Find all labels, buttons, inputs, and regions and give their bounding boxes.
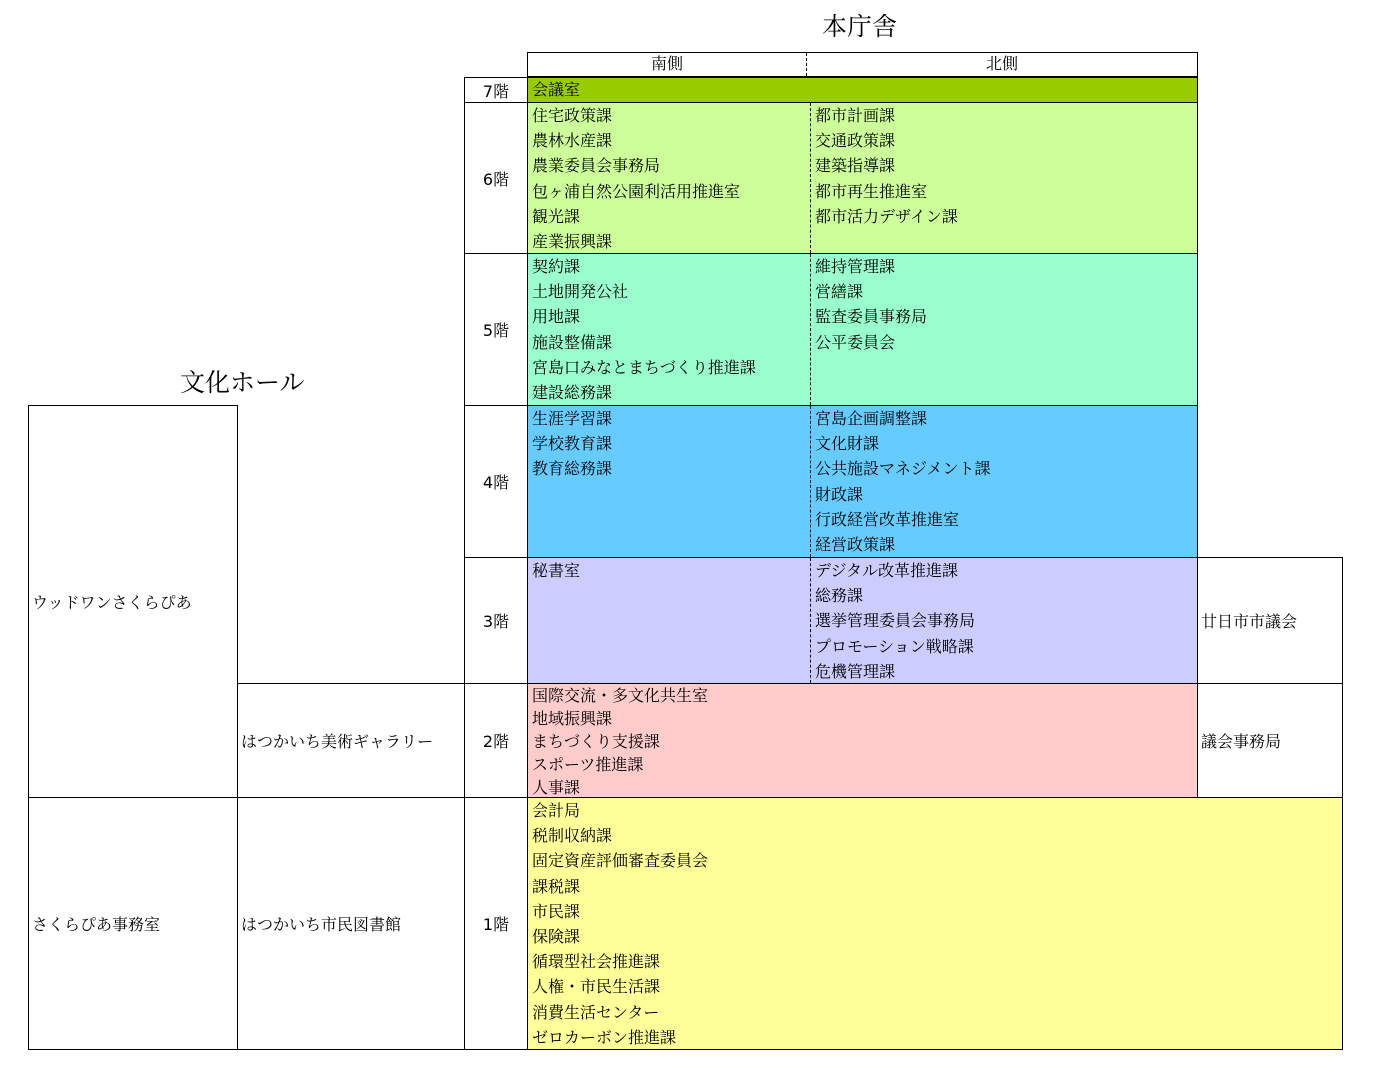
room: 教育総務課 xyxy=(532,459,613,479)
room: 農業委員会事務局 xyxy=(532,156,661,176)
south-header: 南側 xyxy=(528,53,807,76)
woodone-sakurapia-box xyxy=(28,405,238,798)
room: 行政経営改革推進室 xyxy=(815,509,960,529)
room: 産業振興課 xyxy=(532,231,613,251)
culture-hall-upper-right xyxy=(237,405,238,684)
floor-4-north xyxy=(811,406,1197,557)
culture-hall-title: 文化ホール xyxy=(180,368,305,397)
room: 建築指導課 xyxy=(815,156,896,176)
room: 税制収納課 xyxy=(532,826,613,846)
room: デジタル改革推進課 xyxy=(815,561,959,580)
room: まちづくり支援課 xyxy=(532,732,660,751)
floor-2-zone xyxy=(527,683,1198,798)
room: 地域振興課 xyxy=(532,709,613,728)
floor-label-7: 7階 xyxy=(464,77,528,103)
room: 宮島企画調整課 xyxy=(815,409,928,428)
room: 施設整備課 xyxy=(532,332,613,352)
floor-6-north xyxy=(811,103,1197,253)
floor-label-3: 3階 xyxy=(464,557,528,684)
room: 秘書室 xyxy=(532,561,581,580)
room: 選挙管理委員会事務局 xyxy=(815,611,976,631)
room: 消費生活センター xyxy=(532,1002,660,1022)
floor-7-rooms xyxy=(532,78,1197,103)
room: 固定資産評価審査委員会 xyxy=(532,851,709,871)
room: 財政課 xyxy=(815,484,864,504)
room: 交通政策課 xyxy=(815,131,896,151)
room: 維持管理課 xyxy=(815,257,896,276)
room: 保険課 xyxy=(532,926,581,946)
room: 会議室 xyxy=(532,80,581,99)
floor-3-south xyxy=(528,558,811,683)
floor-1-zone xyxy=(527,797,1343,1050)
room: 課税課 xyxy=(532,876,581,896)
room: 文化財課 xyxy=(815,434,880,454)
room: 観光課 xyxy=(532,206,581,226)
main-building-title: 本庁舎 xyxy=(822,12,898,41)
floor-5-zone xyxy=(527,253,1198,406)
floor-4-zone xyxy=(527,405,1198,558)
room: 監査委員事務局 xyxy=(815,307,928,327)
room: 用地課 xyxy=(532,307,581,327)
room: 都市活力デザイン課 xyxy=(815,206,958,226)
room: 学校教育課 xyxy=(532,434,613,454)
room: 契約課 xyxy=(532,257,581,276)
room: 総務課 xyxy=(815,586,864,606)
floor-5-north xyxy=(811,254,1197,405)
room: 営繕課 xyxy=(815,282,864,302)
room: 住宅政策課 xyxy=(532,106,613,125)
floor-6-zone xyxy=(527,102,1198,254)
floor-label-4: 4階 xyxy=(464,405,528,558)
room: プロモーション戦略課 xyxy=(815,636,974,656)
room: スポーツ推進課 xyxy=(532,755,644,774)
woodone-sakurapia-label: ウッドワンさくらぴあ xyxy=(32,593,192,612)
floor-7-zone xyxy=(527,77,1198,103)
art-gallery-label: はつかいち美術ギャラリー xyxy=(241,732,434,751)
council-secretariat-label: 議会事務局 xyxy=(1201,732,1282,751)
floor-label-1: 1階 xyxy=(464,797,528,1050)
floor-label-5: 5階 xyxy=(464,253,528,406)
room: ゼロカーボン推進課 xyxy=(532,1027,677,1047)
city-council-label: 廿日市市議会 xyxy=(1201,612,1298,631)
floor-3-zone xyxy=(527,557,1198,684)
direction-header xyxy=(527,52,1198,77)
room: 市民課 xyxy=(532,901,581,921)
room: 都市計画課 xyxy=(815,106,896,125)
room: 公平委員会 xyxy=(815,332,896,352)
city-library-label: はつかいち市民図書館 xyxy=(241,915,402,934)
floor-label-2: 2階 xyxy=(464,683,528,798)
room: 人事課 xyxy=(532,778,581,797)
north-header: 北側 xyxy=(985,54,1018,73)
room: 会計局 xyxy=(532,801,581,820)
room: 循環型社会推進課 xyxy=(532,952,661,972)
room: 危機管理課 xyxy=(815,661,896,681)
room: 生涯学習課 xyxy=(532,409,613,428)
sakurapia-office-label: さくらぴあ事務室 xyxy=(32,915,161,934)
room: 公共施設マネジメント課 xyxy=(815,459,991,479)
city-council-box xyxy=(1197,557,1343,684)
floor-6-south xyxy=(528,103,811,253)
floor-5-south xyxy=(528,254,811,405)
city-library-box xyxy=(237,797,465,1050)
room: 包ヶ浦自然公園利活用推進室 xyxy=(532,181,741,201)
council-secretariat-box xyxy=(1197,683,1343,798)
sakurapia-office-box xyxy=(28,797,238,1050)
room: 国際交流・多文化共生室 xyxy=(532,686,709,705)
room: 農林水産課 xyxy=(532,131,613,151)
room: 建設総務課 xyxy=(532,382,613,402)
floor-3-north xyxy=(811,558,1197,683)
room: 土地開発公社 xyxy=(532,282,629,302)
floor-4-south xyxy=(528,406,811,557)
art-gallery-box xyxy=(237,683,465,798)
room: 人権・市民生活課 xyxy=(532,977,661,997)
room: 経営政策課 xyxy=(815,534,896,554)
floor-label-6: 6階 xyxy=(464,102,528,254)
room: 都市再生推進室 xyxy=(815,181,928,201)
room: 宮島口みなとまちづくり推進課 xyxy=(532,357,756,377)
